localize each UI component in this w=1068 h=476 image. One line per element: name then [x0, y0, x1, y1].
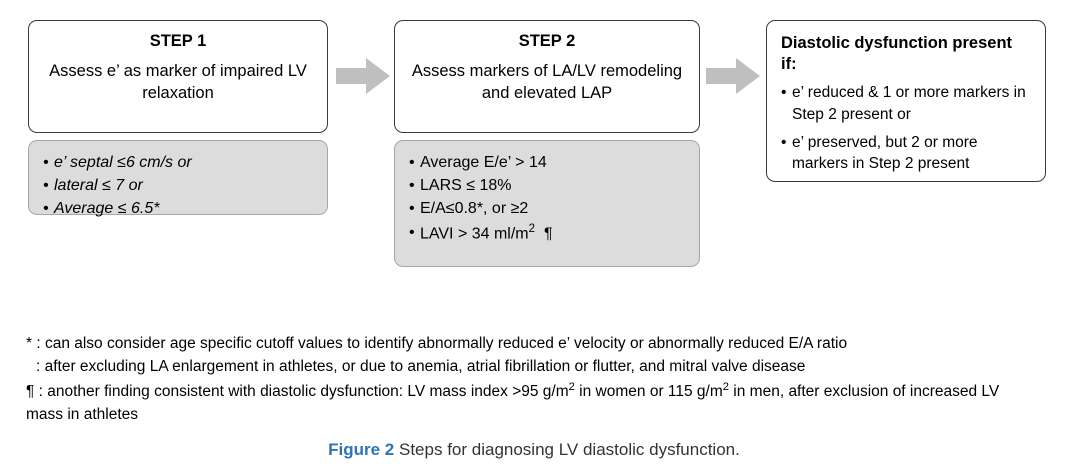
footnote-line-3-c: in men, after exclusion of increased LV mass in athletes: [26, 382, 1000, 423]
figure-caption: [0, 440, 1068, 460]
list-item: [409, 221, 685, 246]
list-item: • e’ reduced & 1 or more markers in Step 2 present or: [781, 82, 1031, 125]
footnote-line-3: [26, 379, 1038, 427]
list-item: • Average E/e’ > 14: [409, 151, 685, 174]
footnote-line-3-a: ¶ : another finding consistent with diastolic dysfunction: LV mass index >95 g/m: [26, 382, 569, 400]
caption-label: Figure 2: [328, 440, 395, 459]
step1-criteria-box: [28, 140, 328, 218]
lavi-text: LAVI > 34 ml/m: [420, 224, 529, 242]
step1-title: STEP 1: [149, 32, 207, 50]
caption-text: Steps for diagnosing LV diastolic dysfunction.: [399, 440, 740, 459]
footnote-line-2: : after excluding LA enlargement in athletes, or due to anemia, atrial fibrillation or flutter, and mitral valve disease: [36, 358, 806, 376]
step2-criteria-box: [394, 140, 700, 267]
lavi-superscript: 2: [528, 222, 536, 235]
list-item: • e’ septal ≤6 cm/s or: [43, 151, 313, 174]
footnotes: [26, 332, 1038, 426]
list-item: • lateral ≤ 7 or: [43, 174, 313, 197]
lavi-footnote-mark: ¶: [543, 224, 553, 242]
step1-body: Assess e’ as marker of impaired LV relaxation: [49, 61, 307, 102]
footnote-line-3-sup1: 2: [568, 380, 575, 393]
list-item: • LARS ≤ 18%: [409, 174, 685, 197]
conclusion-title: Diastolic dysfunction present if:: [781, 34, 1013, 73]
step1-box: [28, 20, 328, 133]
list-item: • e’ preserved, but 2 or more markers in Step 2 present: [781, 132, 1031, 175]
list-item: • Average ≤ 6.5*: [43, 197, 313, 220]
conclusion-box: [766, 20, 1046, 182]
step2-title: STEP 2: [518, 32, 576, 50]
footnote-line-3-sup2: 2: [722, 380, 729, 393]
arrow-step2-to-conclusion: [706, 58, 760, 99]
list-item: • E/A≤0.8*, or ≥2: [409, 197, 685, 220]
arrow-step1-to-step2: [336, 58, 390, 99]
step2-body: Assess markers of LA/LV remodeling and elevated LAP: [411, 61, 683, 102]
footnote-line-3-b: in women or 115 g/m: [574, 382, 723, 400]
footnote-line-1: * : can also consider age specific cutoff values to identify abnormally reduced e’ velocity or abnormally reduced E/A ratio: [26, 335, 848, 352]
step2-box: [394, 20, 700, 133]
